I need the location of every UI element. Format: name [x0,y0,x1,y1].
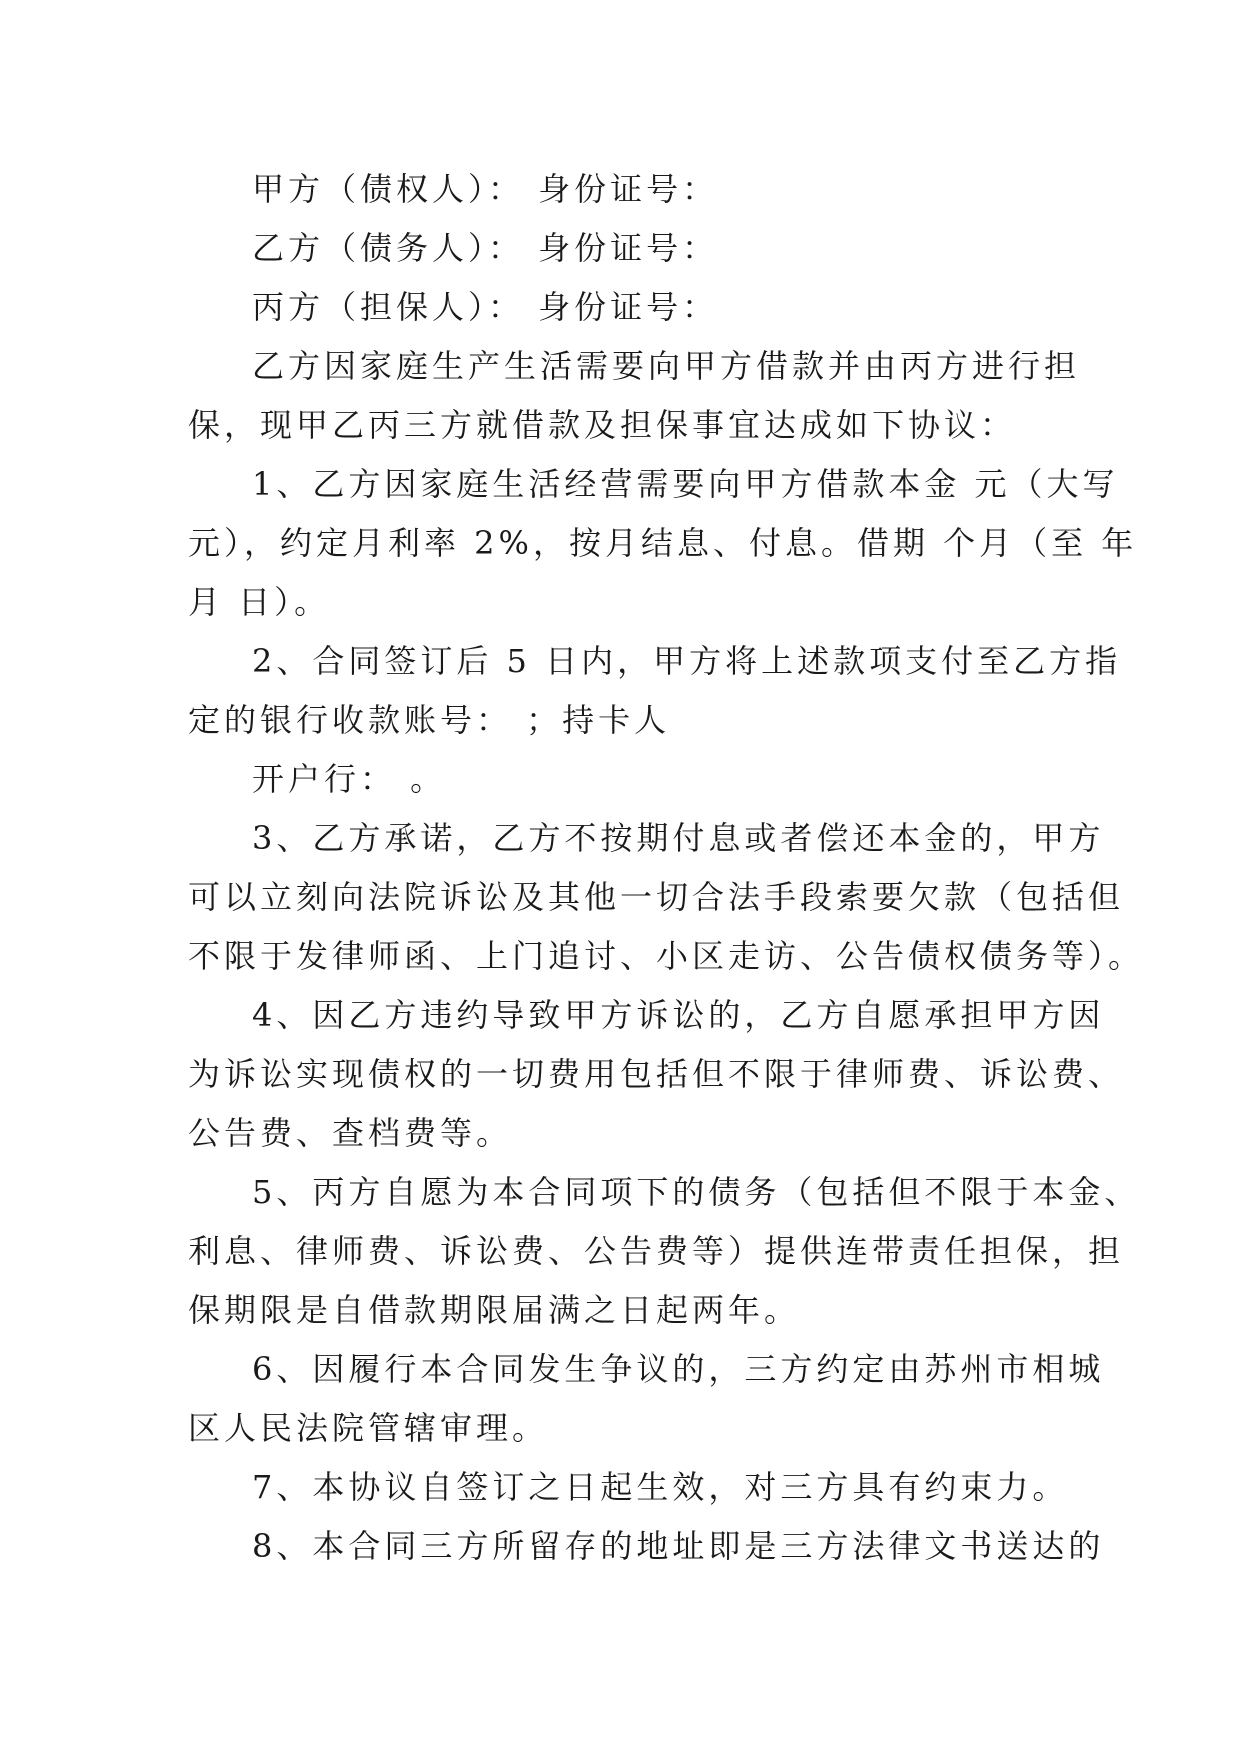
clause-1-line-1: 1、乙方因家庭生活经营需要向甲方借款本金 元（大写 [252,465,1119,503]
clause-3-line-1: 3、乙方承诺，乙方不按期付息或者偿还本金的，甲方 [252,819,1105,857]
clause-2-line-2: 定的银行收款账号： ；持卡人 [188,701,671,739]
clause-5-line-1: 5、丙方自愿为本合同项下的债务（包括但不限于本金、 [252,1173,1141,1211]
clause-5-line-2: 利息、律师费、诉讼费、公告费等）提供连带责任担保，担 [188,1232,1125,1270]
clause-4-line-2: 为诉讼实现债权的一切费用包括但不限于律师费、诉讼费、 [188,1055,1125,1093]
clause-1-line-3: 月 日）。 [188,583,331,621]
party-c-line: 丙方（担保人）： 身份证号： [252,288,719,326]
clause-8-line-1: 8、本合同三方所留存的地址即是三方法律文书送达的 [252,1527,1105,1565]
clause-1-line-2: 元），约定月利率 2%，按月结息、付息。借期 个月（至 年 [188,524,1138,562]
party-a-line: 甲方（债权人）： 身份证号： [252,170,719,208]
clause-4-line-1: 4、因乙方违约导致甲方诉讼的，乙方自愿承担甲方因 [252,996,1105,1034]
document-body [188,160,1145,1576]
clause-4-line-3: 公告费、查档费等。 [188,1114,513,1152]
clause-5-line-3: 保期限是自借款期限届满之日起两年。 [188,1291,801,1329]
clause-2-line-3: 开户行： 。 [252,760,447,798]
clause-6-line-2: 区人民法院管辖审理。 [188,1409,549,1447]
party-b-line: 乙方（债务人）： 身份证号： [252,229,719,267]
preamble-line-1: 乙方因家庭生产生活需要向甲方借款并由丙方进行担 [252,347,1081,385]
clause-6-line-1: 6、因履行本合同发生争议的，三方约定由苏州市相城 [252,1350,1105,1388]
preamble-line-2: 保，现甲乙丙三方就借款及担保事宜达成如下协议： [188,406,1017,444]
clause-3-line-2: 可以立刻向法院诉讼及其他一切合法手段索要欠款（包括但 [188,878,1125,916]
clause-7-line-1: 7、本协议自签订之日起生效，对三方具有约束力。 [252,1468,1069,1506]
clause-3-line-3: 不限于发律师函、上门追讨、小区走访、公告债权债务等）。 [188,937,1145,975]
clause-2-line-1: 2、合同签订后 5 日内，甲方将上述款项支付至乙方指 [252,642,1122,680]
